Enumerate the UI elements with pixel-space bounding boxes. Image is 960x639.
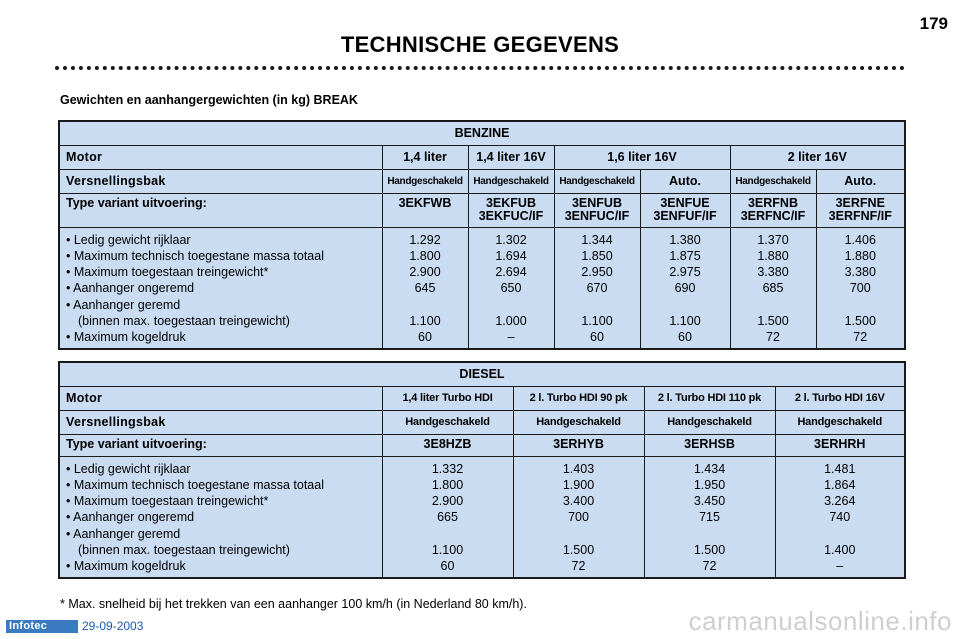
type-code: 3ERFNB xyxy=(747,195,798,210)
row-label: • Maximum kogeldruk xyxy=(66,559,186,574)
diesel-section-header: DIESEL xyxy=(59,362,905,386)
watermark: carmanualsonline.info xyxy=(688,606,952,636)
row-label: • Ledig gewicht rijklaar xyxy=(66,232,191,247)
weight-value: 690 xyxy=(674,281,696,296)
weight-value: 1.100 xyxy=(669,313,701,328)
weight-value: 1.875 xyxy=(669,248,701,263)
weight-value xyxy=(387,297,464,313)
gearbox-cell: Handgeschakeld xyxy=(513,410,644,434)
motor-cell: 1,4 liter Turbo HDI xyxy=(382,386,513,410)
benzine-values-col xyxy=(640,227,730,349)
weight-value xyxy=(649,526,771,542)
footer-date: 29-09-2003 xyxy=(82,619,144,633)
type-cell xyxy=(640,193,730,227)
benzine-values-col xyxy=(468,227,554,349)
weight-value: 3.380 xyxy=(844,265,876,280)
type-code: 3ERHRH xyxy=(775,434,905,456)
type-code: 3ENFUB xyxy=(571,195,622,210)
weight-value: – xyxy=(507,330,515,345)
gearbox-cell: Handgeschakeld xyxy=(775,410,905,434)
benzine-values-col xyxy=(382,227,468,349)
diesel-values-col xyxy=(513,456,644,578)
motor-label: Motor xyxy=(59,145,382,169)
weight-value: 740 xyxy=(829,510,851,525)
row-label: • Aanhanger ongeremd xyxy=(66,281,195,296)
weight-value: 1.880 xyxy=(757,248,789,263)
weight-value: 1.370 xyxy=(757,232,789,247)
motor-cell: 2 l. Turbo HDI 110 pk xyxy=(644,386,775,410)
row-label: • Maximum toegestaan treingewicht* xyxy=(66,494,269,509)
type-cell xyxy=(554,193,640,227)
weight-value: 2.900 xyxy=(409,265,441,280)
weight-value: 60 xyxy=(440,559,455,574)
gearbox-cell: Auto. xyxy=(816,169,905,193)
weight-labels-cell xyxy=(59,456,382,578)
weight-value xyxy=(559,297,636,313)
weight-value: 72 xyxy=(702,559,717,574)
page-number: 179 xyxy=(919,14,948,33)
motor-cell: 1,6 liter 16V xyxy=(554,145,730,169)
weight-value: 2.694 xyxy=(495,265,527,280)
type-code: 3ERFNF/IF xyxy=(828,208,892,223)
weight-value: 685 xyxy=(762,281,784,296)
benzine-section-header: BENZINE xyxy=(59,121,905,145)
weight-labels-cell xyxy=(59,227,382,349)
type-code: 3ERFNE xyxy=(835,195,885,210)
weight-value: 72 xyxy=(853,330,868,345)
weight-value: 1.000 xyxy=(495,313,527,328)
weight-value: 1.434 xyxy=(693,461,726,476)
diesel-values-col xyxy=(382,456,513,578)
weight-value: 700 xyxy=(568,510,589,525)
weight-value: 1.500 xyxy=(562,542,595,557)
weight-value xyxy=(387,526,509,542)
weight-value xyxy=(821,297,901,313)
weight-value: 665 xyxy=(437,510,458,525)
footnote: * Max. snelheid bij het trekken van een aanhanger 100 km/h (in Nederland 80 km/h). xyxy=(60,597,527,611)
gearbox-cell: Handgeschakeld xyxy=(468,169,554,193)
benzine-values-col xyxy=(554,227,640,349)
weight-value: 645 xyxy=(414,281,436,296)
weight-value: 1.100 xyxy=(431,542,464,557)
weight-value: 2.975 xyxy=(669,265,701,280)
row-label: • Ledig gewicht rijklaar xyxy=(66,461,191,476)
row-label: (binnen max. toegestaan treingewicht) xyxy=(78,313,290,328)
type-code: 3ENFUE xyxy=(660,195,710,210)
weight-value: 650 xyxy=(500,281,522,296)
type-label: Type variant uitvoering: xyxy=(59,193,382,227)
weight-value: 72 xyxy=(766,330,780,345)
gearbox-label: Versnellingsbak xyxy=(59,169,382,193)
benzine-values-col xyxy=(816,227,905,349)
row-label: • Maximum toegestaan treingewicht* xyxy=(66,265,269,280)
motor-cell: 2 l. Turbo HDI 16V xyxy=(775,386,905,410)
row-label: • Aanhanger geremd xyxy=(66,297,181,312)
weight-value: 1.800 xyxy=(409,248,441,263)
row-label: (binnen max. toegestaan treingewicht) xyxy=(78,542,290,557)
diesel-weights-table xyxy=(58,361,906,579)
weight-value: 670 xyxy=(586,281,608,296)
type-code: 3EKFWB xyxy=(398,195,452,210)
diesel-values-col xyxy=(644,456,775,578)
type-code: 3ENFUF/IF xyxy=(653,208,717,223)
type-code: 3EKFUB xyxy=(485,195,536,210)
weight-value: 1.302 xyxy=(495,232,527,247)
weight-value xyxy=(518,526,640,542)
benzine-values-col xyxy=(730,227,816,349)
weight-value: 1.950 xyxy=(693,477,726,492)
type-cell xyxy=(382,193,468,227)
type-code: 3ENFUC/IF xyxy=(564,208,630,223)
page-title: TECHNISCHE GEGEVENS xyxy=(340,32,620,57)
gearbox-cell: Handgeschakeld xyxy=(382,410,513,434)
weight-value: 1.400 xyxy=(824,542,856,557)
row-label: • Aanhanger geremd xyxy=(66,526,181,541)
gearbox-cell: Auto. xyxy=(640,169,730,193)
type-cell xyxy=(816,193,905,227)
weight-value: 3.380 xyxy=(757,265,789,280)
row-label: • Aanhanger ongeremd xyxy=(66,510,195,525)
weight-value: 1.403 xyxy=(562,461,595,476)
weight-value: 2.900 xyxy=(431,494,464,509)
type-cell xyxy=(730,193,816,227)
weight-value: 3.400 xyxy=(562,494,595,509)
weight-value: 1.500 xyxy=(844,313,876,328)
row-label: • Maximum technisch toegestane massa totaal xyxy=(66,477,324,492)
weight-value: – xyxy=(836,559,844,574)
weight-value: 1.500 xyxy=(757,313,789,328)
weight-value: 1.500 xyxy=(693,542,726,557)
weight-value: 700 xyxy=(849,281,871,296)
weight-value: 60 xyxy=(678,330,692,345)
type-label: Type variant uitvoering: xyxy=(59,434,382,456)
motor-label: Motor xyxy=(59,386,382,410)
type-cell xyxy=(468,193,554,227)
weight-value: 60 xyxy=(590,330,604,345)
type-code: 3ERHYB xyxy=(513,434,644,456)
gearbox-cell: Handgeschakeld xyxy=(382,169,468,193)
weight-value: 1.694 xyxy=(495,248,527,263)
weight-value xyxy=(735,297,812,313)
weight-value: 60 xyxy=(418,330,432,345)
motor-cell: 1,4 liter xyxy=(382,145,468,169)
weight-value: 2.950 xyxy=(581,265,613,280)
weight-value: 1.864 xyxy=(824,477,856,492)
weight-value: 1.100 xyxy=(409,313,441,328)
weight-value: 1.100 xyxy=(581,313,613,328)
row-label: • Maximum kogeldruk xyxy=(66,330,186,345)
weight-value: 1.344 xyxy=(581,232,613,247)
weight-value xyxy=(780,526,901,542)
weight-value xyxy=(473,297,550,313)
weight-value xyxy=(645,297,726,313)
section-subtitle: Gewichten en aanhangergewichten (in kg) BREAK xyxy=(60,93,358,107)
row-label: • Maximum technisch toegestane massa totaal xyxy=(66,248,324,263)
weight-value: 1.880 xyxy=(844,248,876,263)
motor-cell: 1,4 liter 16V xyxy=(468,145,554,169)
gearbox-cell: Handgeschakeld xyxy=(730,169,816,193)
benzine-weights-table xyxy=(58,120,906,350)
type-code: 3E8HZB xyxy=(382,434,513,456)
weight-value: 72 xyxy=(571,559,586,574)
weight-value: 1.900 xyxy=(562,477,595,492)
weight-value: 1.380 xyxy=(669,232,701,247)
weight-value: 1.332 xyxy=(431,461,464,476)
gearbox-label: Versnellingsbak xyxy=(59,410,382,434)
dotted-divider xyxy=(55,66,905,70)
weight-value: 1.481 xyxy=(824,461,856,476)
weight-value: 3.450 xyxy=(693,494,726,509)
infotec-logo: Infotec xyxy=(6,620,78,633)
gearbox-cell: Handgeschakeld xyxy=(644,410,775,434)
weight-value: 1.406 xyxy=(844,232,876,247)
weight-value: 1.850 xyxy=(581,248,613,263)
weight-value: 1.800 xyxy=(431,477,464,492)
weight-value: 715 xyxy=(699,510,720,525)
type-code: 3ERFNC/IF xyxy=(740,208,806,223)
type-code: 3ERHSB xyxy=(644,434,775,456)
gearbox-cell: Handgeschakeld xyxy=(554,169,640,193)
weight-value: 3.264 xyxy=(824,494,856,509)
diesel-values-col xyxy=(775,456,905,578)
type-code: 3EKFUC/IF xyxy=(478,208,544,223)
weight-value: 1.292 xyxy=(409,232,441,247)
motor-cell: 2 l. Turbo HDI 90 pk xyxy=(513,386,644,410)
type-code xyxy=(387,210,464,223)
motor-cell: 2 liter 16V xyxy=(730,145,905,169)
